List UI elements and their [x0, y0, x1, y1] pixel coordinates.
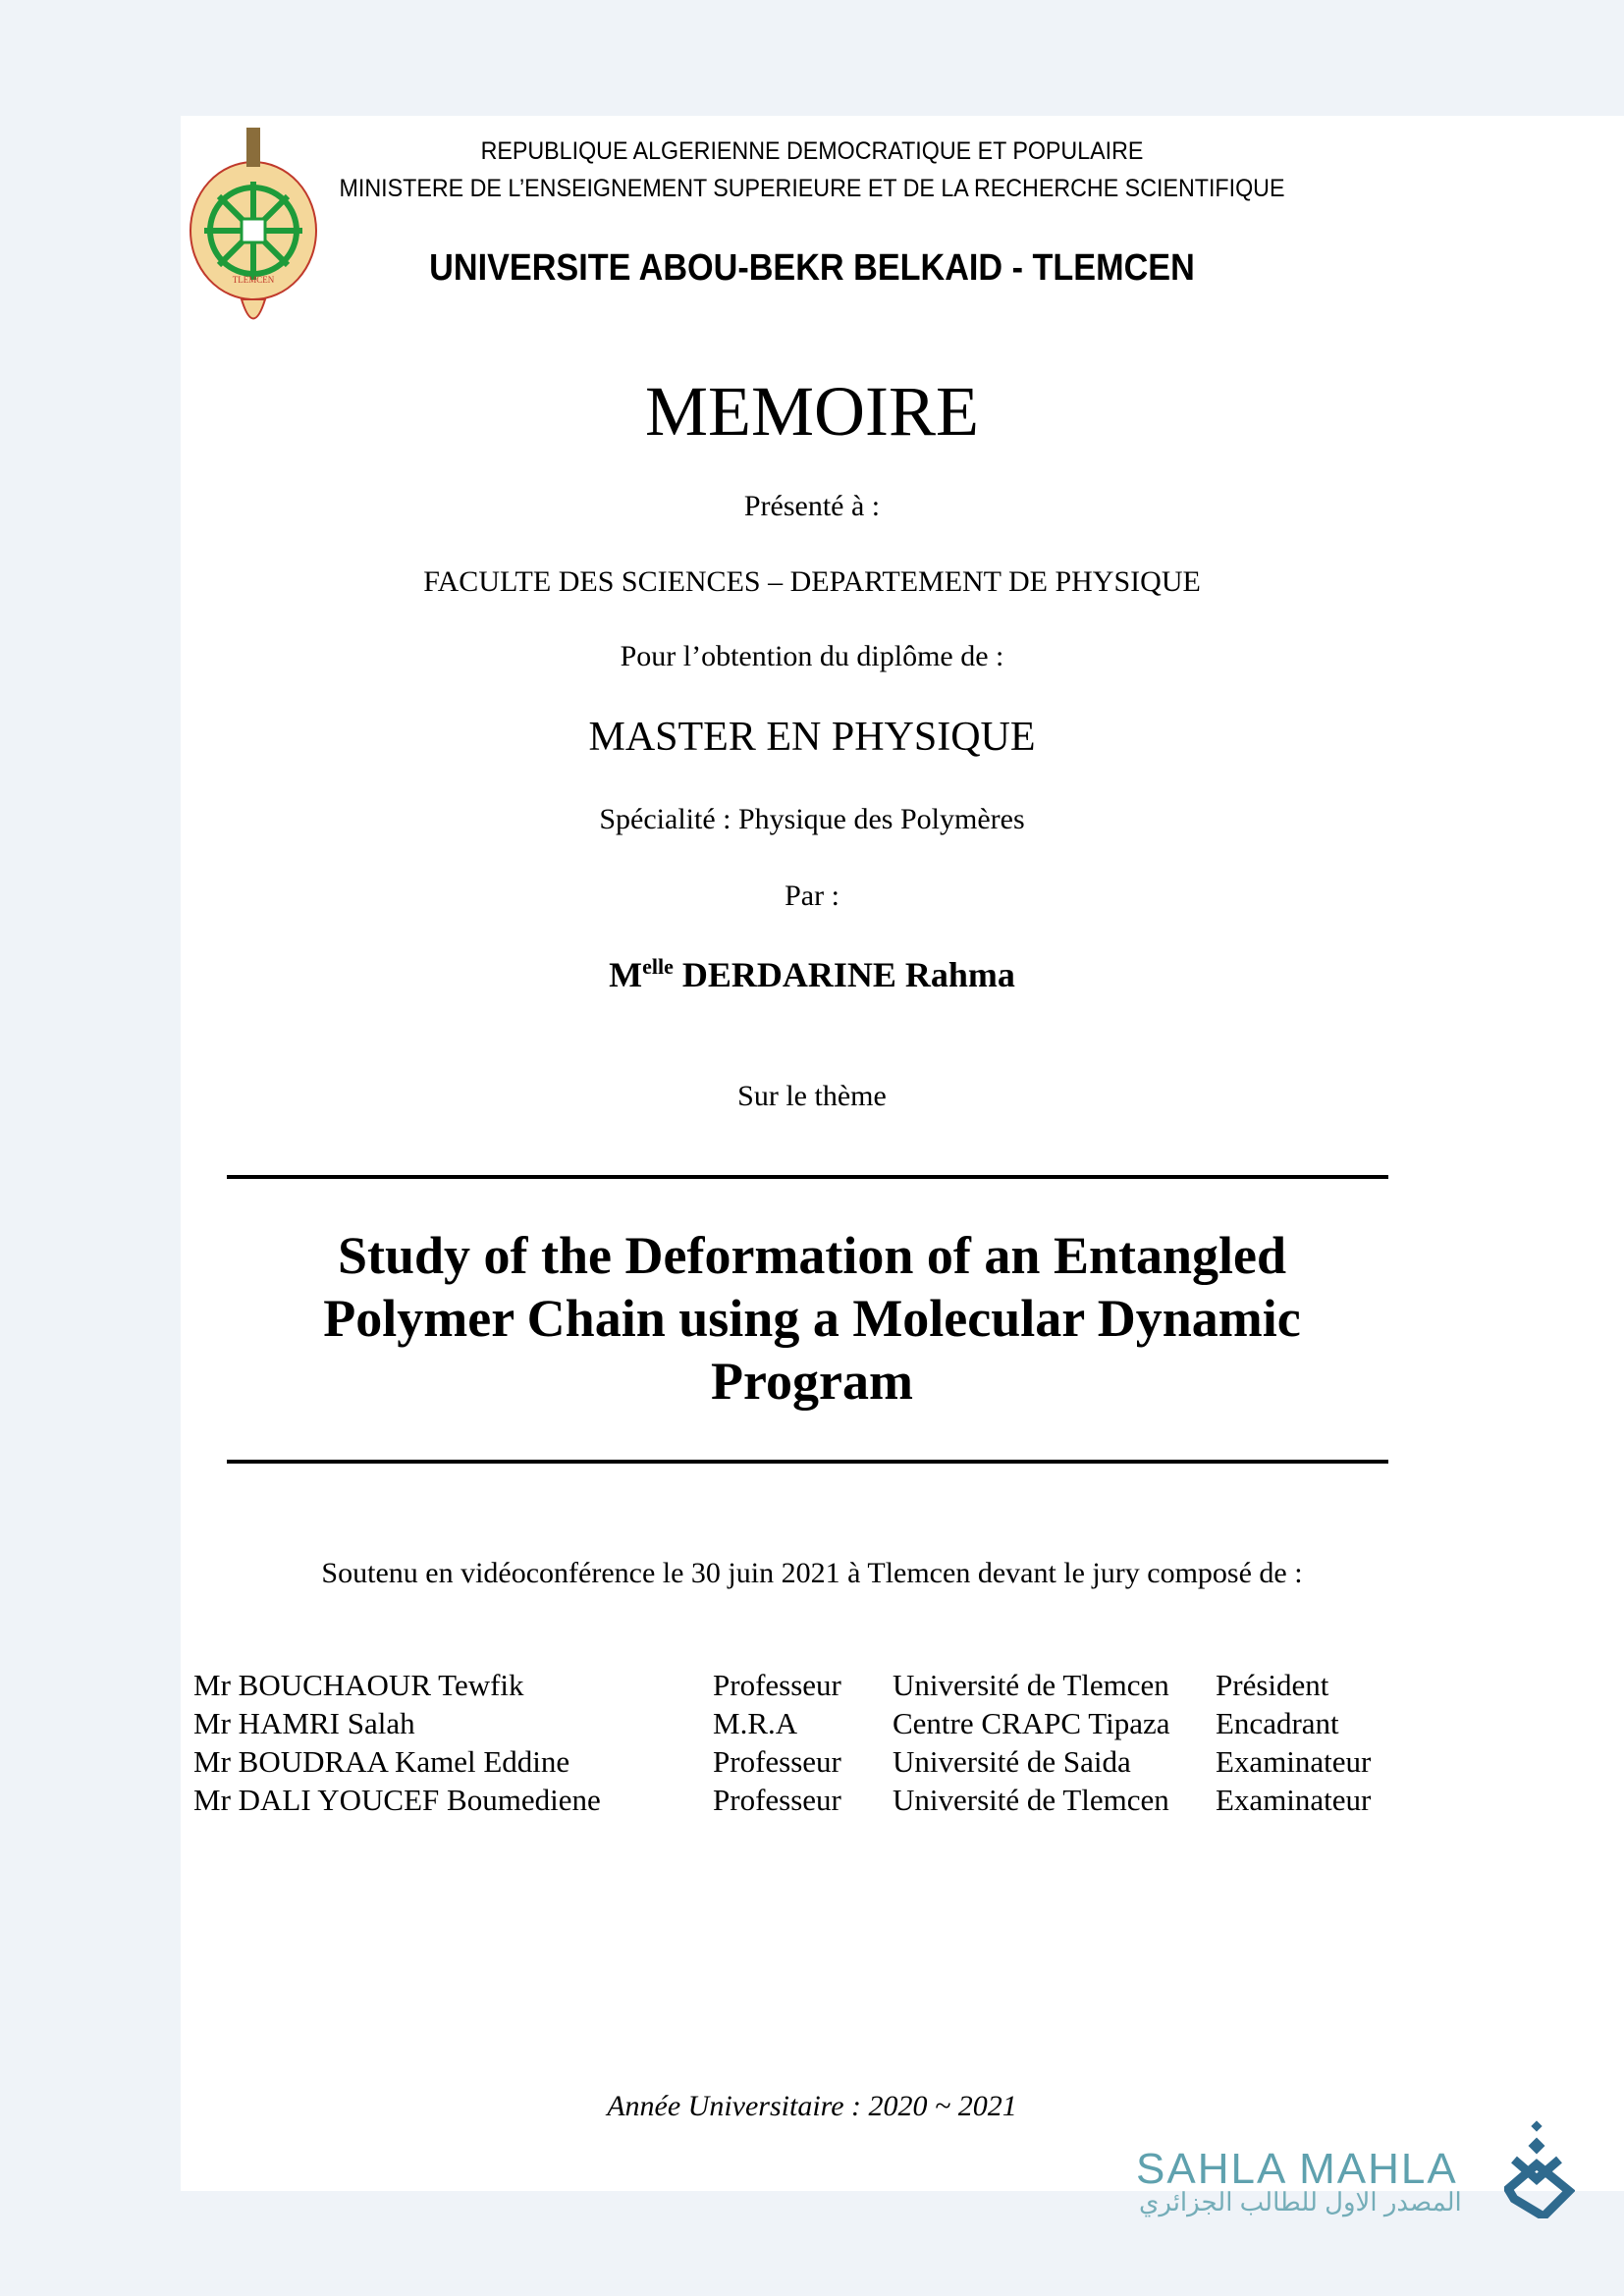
jury-name: Mr HAMRI Salah — [193, 1706, 415, 1740]
title-line: Polymer Chain using a Molecular Dynamic — [323, 1289, 1301, 1348]
thesis-title — [0, 1224, 1624, 1413]
watermark-tagline: المصدر الاول للطالب الجزائري — [1139, 2187, 1462, 2216]
jury-grade: Professeur — [713, 1783, 841, 1817]
jury-grade: Professeur — [713, 1744, 841, 1779]
watermark-brand: SAHLA MAHLA — [1136, 2145, 1458, 2193]
theme-label: Sur le thème — [737, 1080, 887, 1112]
author-prefix-sup: elle — [642, 954, 674, 979]
academic-year: Année Universitaire : 2020 ~ 2021 — [607, 2090, 1017, 2122]
presented-to: Présenté à : — [743, 490, 881, 522]
for-diploma: Pour l’obtention du diplôme de : — [620, 640, 1004, 672]
jury-role: Examinateur — [1216, 1744, 1372, 1779]
jury-grade: M.R.A — [713, 1706, 798, 1740]
jury-institution: Université de Saida — [893, 1744, 1131, 1779]
jury-institution: Université de Tlemcen — [893, 1668, 1169, 1702]
jury-name: Mr BOUCHAOUR Tewfik — [193, 1668, 524, 1702]
top-rule — [227, 1175, 1388, 1179]
jury-institution: Centre CRAPC Tipaza — [893, 1706, 1170, 1740]
ministry-line: MINISTERE DE L’ENSEIGNEMENT SUPERIEURE ET DE LA RECHERCHE SCIENTIFIQUE — [339, 175, 1285, 202]
jury-name: Mr DALI YOUCEF Boumediene — [193, 1783, 601, 1817]
bottom-rule — [227, 1460, 1388, 1464]
university-name: UNIVERSITE ABOU-BEKR BELKAID - TLEMCEN — [429, 247, 1195, 289]
speciality: Spécialité : Physique des Polymères — [599, 803, 1025, 835]
logo-text: TLEMCEN — [232, 275, 275, 285]
author-prefix: M — [609, 955, 643, 994]
jury-role: Encadrant — [1216, 1706, 1339, 1740]
jury-role: Examinateur — [1216, 1783, 1372, 1817]
doc-type: MEMOIRE — [645, 372, 979, 451]
by-label: Par : — [785, 880, 839, 912]
faculty: FACULTE DES SCIENCES – DEPARTEMENT DE PHYSIQUE — [423, 565, 1201, 598]
author-name: DERDARINE Rahma — [681, 955, 1015, 994]
jury-role: Président — [1216, 1668, 1329, 1702]
watermark-logo-icon — [1504, 2120, 1575, 2218]
jury-grade: Professeur — [713, 1668, 841, 1702]
title-line: Study of the Deformation of an Entangled — [337, 1226, 1287, 1285]
author — [0, 954, 1624, 995]
diploma: MASTER EN PHYSIQUE — [588, 715, 1036, 760]
jury-name: Mr BOUDRAA Kamel Eddine — [193, 1744, 570, 1779]
defense-info: Soutenu en vidéoconférence le 30 juin 2021 à Tlemcen devant le jury composé de : — [321, 1557, 1303, 1589]
republic-line: REPUBLIQUE ALGERIENNE DEMOCRATIQUE ET POPULAIRE — [480, 137, 1144, 165]
jury-institution: Université de Tlemcen — [893, 1783, 1169, 1817]
title-line: Program — [711, 1352, 913, 1411]
